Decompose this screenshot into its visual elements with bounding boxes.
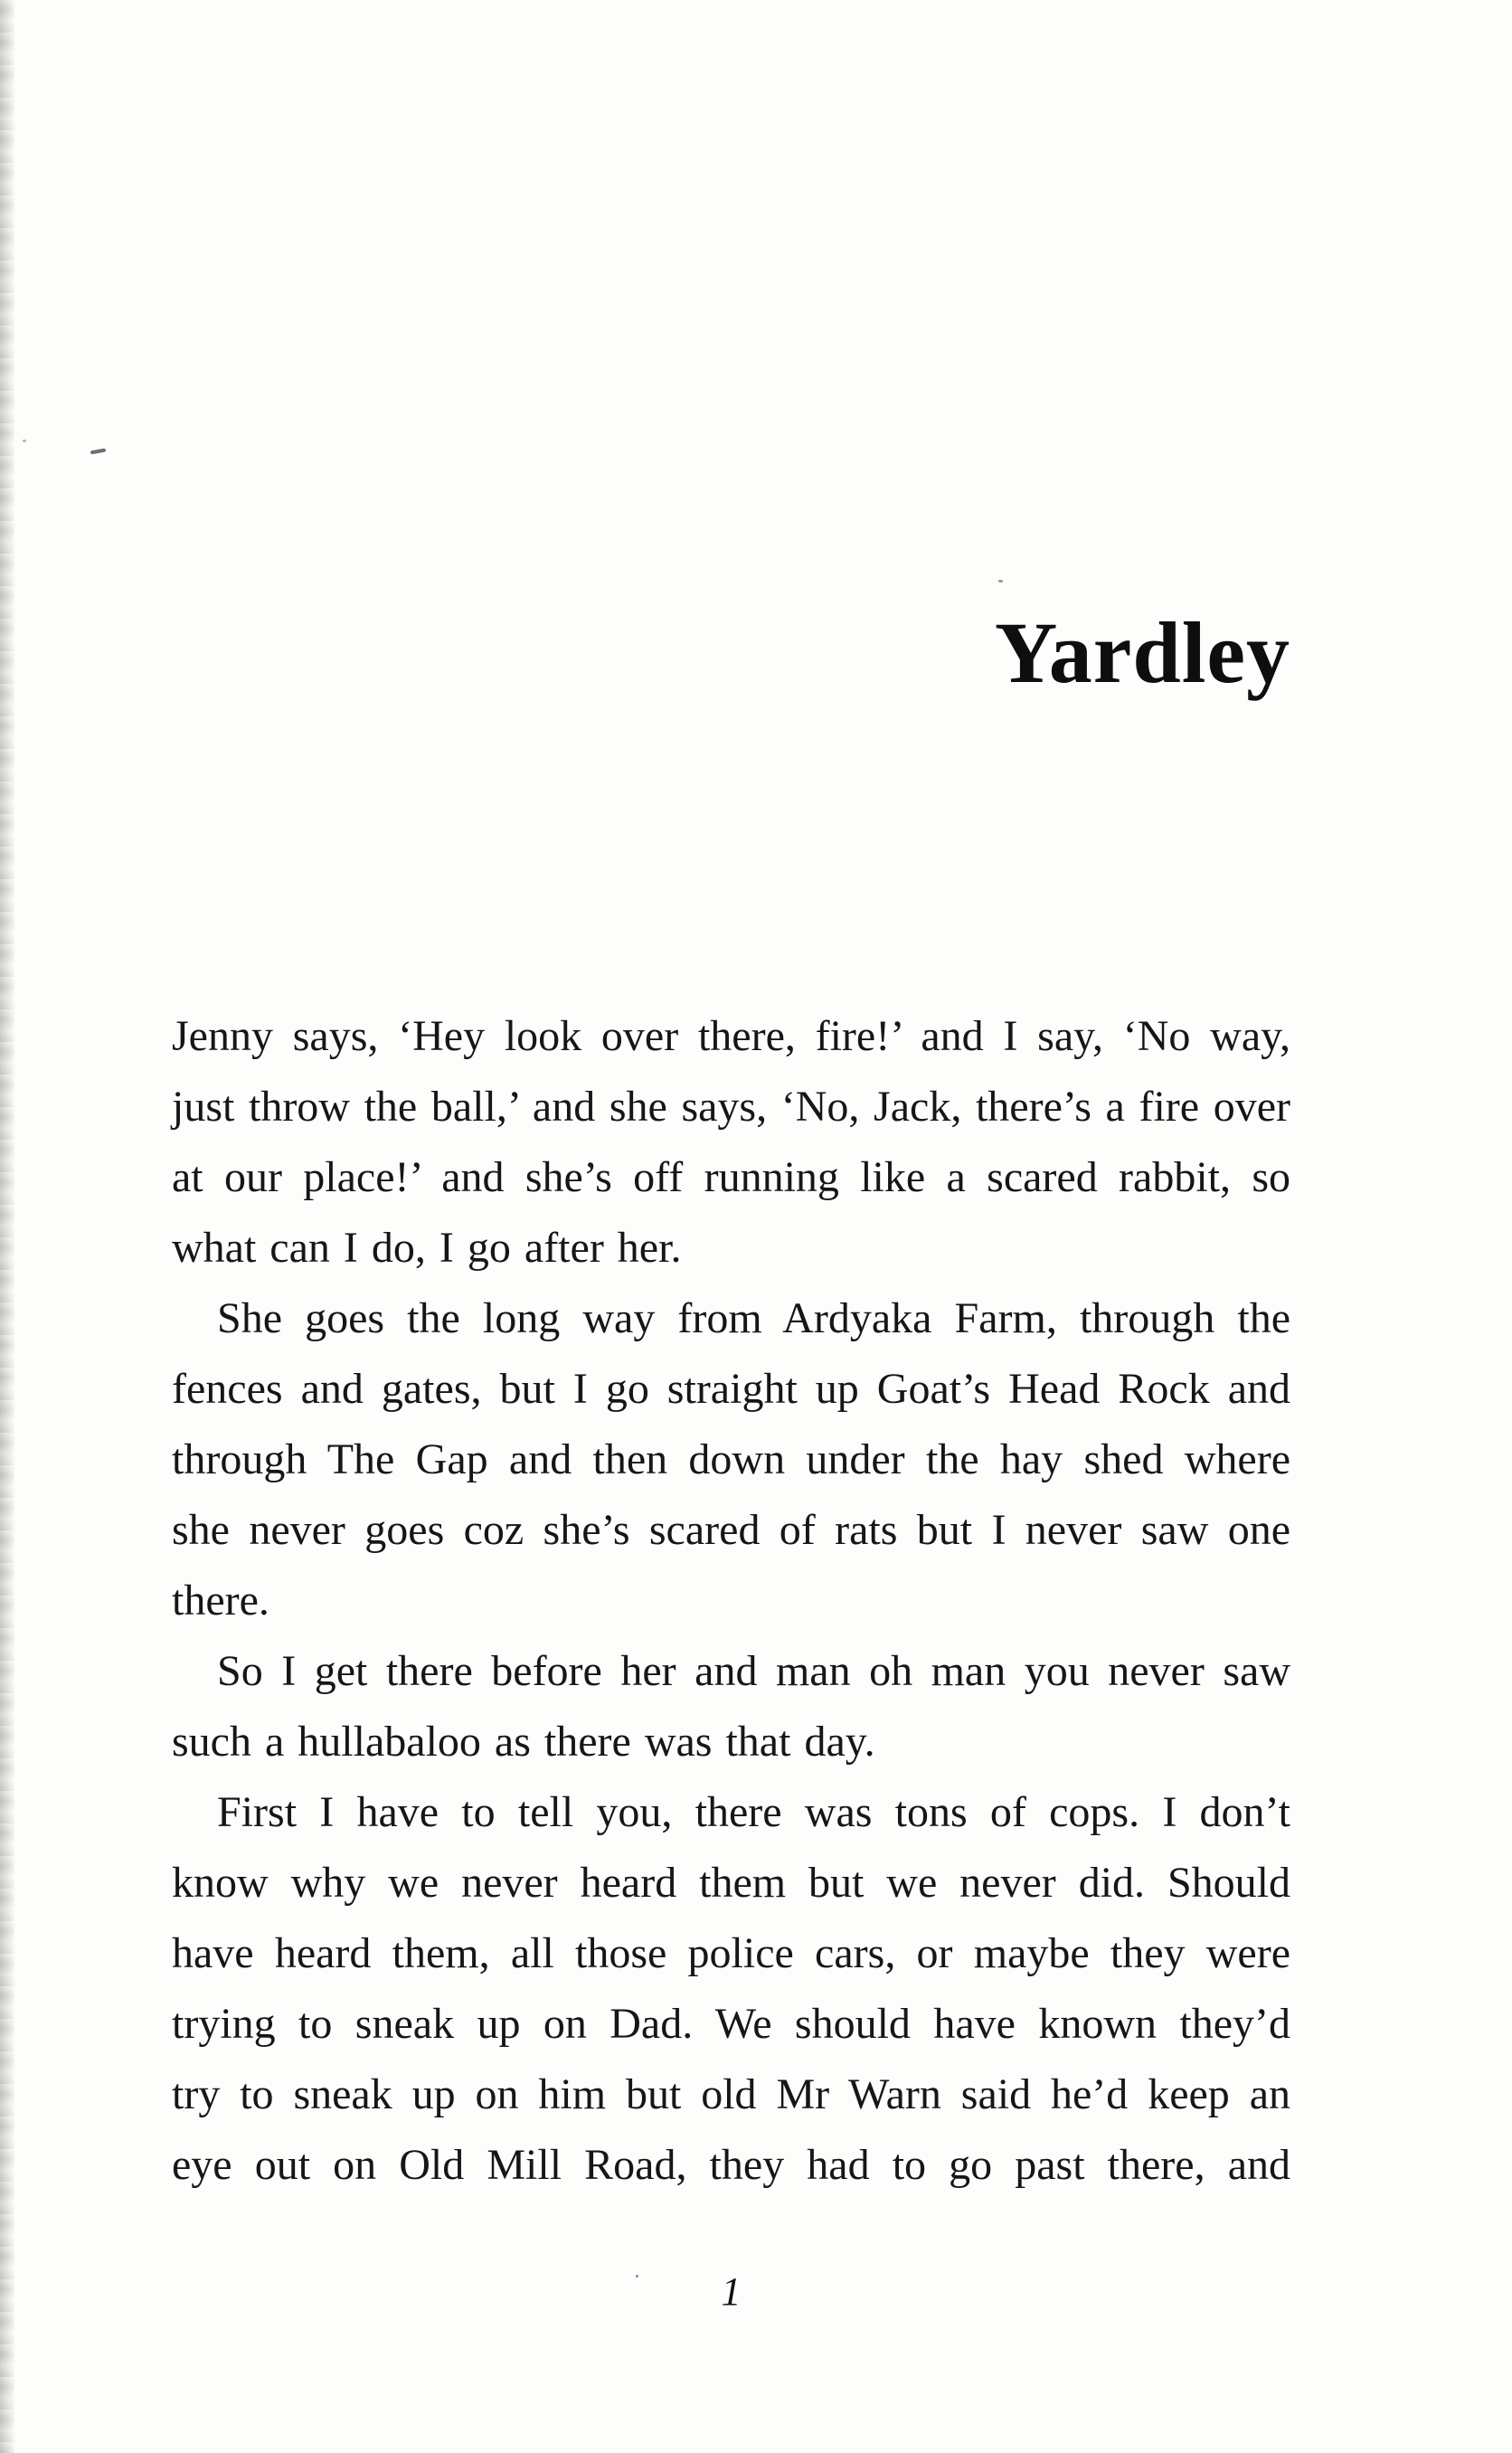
text-line: there. <box>172 1577 269 1624</box>
text-line: through The Gap and then down under the hay shed where <box>172 1435 1290 1483</box>
text-line: at our place!’ and she’s off running like a scared rabbit, so <box>172 1153 1290 1201</box>
text-line: eye out on Old Mill Road, they had to go past there, and <box>172 2141 1290 2189</box>
text-line: such a hullabaloo as there was that day. <box>172 1718 875 1766</box>
scan-speck <box>23 440 26 442</box>
text-line: So I get there before her and man oh man you never saw <box>217 1647 1290 1695</box>
body-text <box>172 1001 1290 2201</box>
text-line: have heard them, all those police cars, or maybe they were <box>172 1929 1290 1977</box>
text-line: just throw the ball,’ and she says, ‘No, Jack, there’s a fire over <box>172 1083 1290 1131</box>
page-number: 1 <box>721 2269 742 2314</box>
chapter-title: Yardley <box>995 604 1290 701</box>
scan-dash-mark <box>90 449 106 455</box>
text-line: what can I do, I go after her. <box>172 1224 682 1272</box>
scan-speck <box>998 580 1003 582</box>
text-line: fences and gates, but I go straight up Goat’s Head Rock and <box>172 1365 1290 1413</box>
text-line: trying to sneak up on Dad. We should have known they’d <box>172 2000 1290 2048</box>
text-line: Jenny says, ‘Hey look over there, fire!’ and I say, ‘No way, <box>172 1012 1290 1060</box>
text-line: she never goes coz she’s scared of rats but I never saw one <box>172 1506 1290 1554</box>
text-line: She goes the long way from Ardyaka Farm, through the <box>217 1294 1290 1342</box>
page-edge-shadow <box>0 0 14 2453</box>
text-line: First I have to tell you, there was tons of cops. I don’t <box>217 1788 1290 1836</box>
text-line: know why we never heard them but we never did. Should <box>172 1859 1290 1907</box>
text-line: try to sneak up on him but old Mr Warn said he’d keep an <box>172 2070 1290 2118</box>
